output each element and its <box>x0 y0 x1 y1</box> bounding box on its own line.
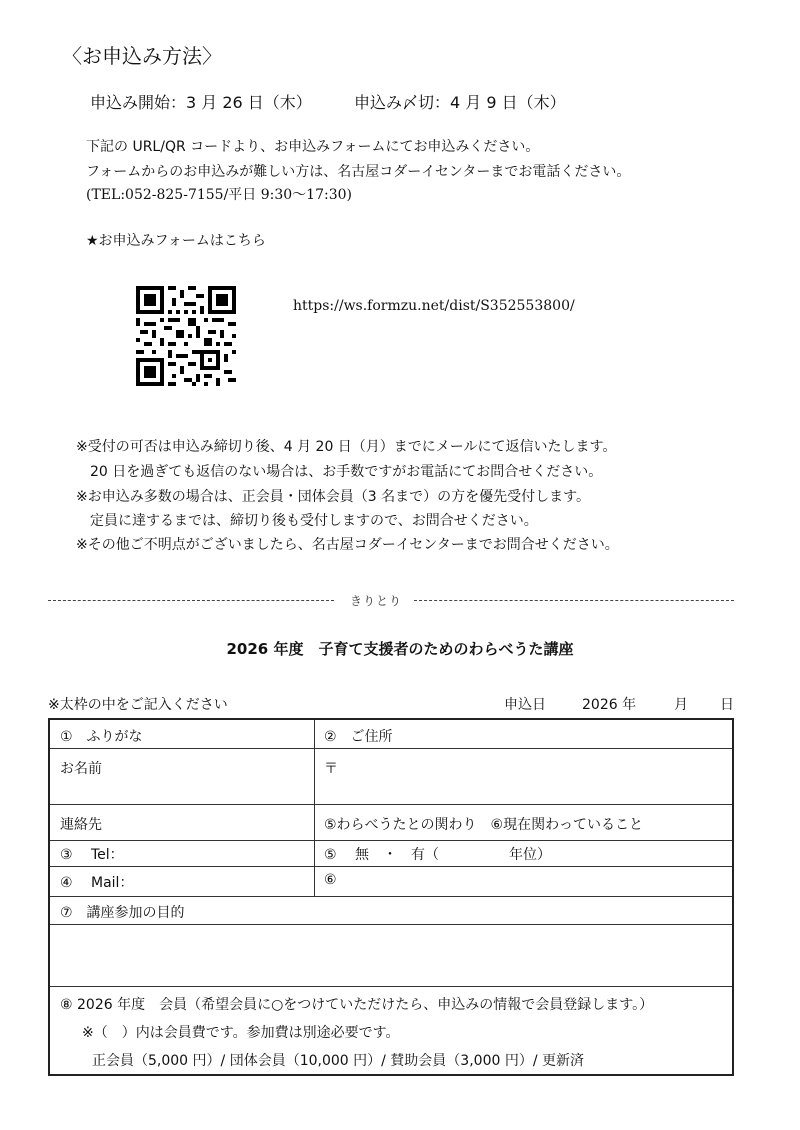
instruction-line-2: フォームからのお申込みが難しい方は、名古屋コダーイセンターまでお電話ください。 <box>86 164 631 180</box>
experience-label: ⑤ 無 ・ 有（ 年位） <box>324 847 552 863</box>
row-divider <box>50 804 732 805</box>
date-day: 日 <box>720 697 734 713</box>
form-instruction: ※太枠の中をご記入ください <box>48 697 228 713</box>
instruction-line-1: 下記の URL/QR コードより、お申込みフォームにてお申込みください。 <box>86 139 540 155</box>
row-divider <box>50 866 732 867</box>
purpose-label: ⑦ 講座参加の目的 <box>60 905 185 921</box>
form-link-label: ★お申込みフォームはこちら <box>86 233 266 249</box>
row-divider <box>50 748 732 749</box>
row-divider <box>50 840 732 841</box>
date-year: 2026 年 <box>582 697 637 713</box>
address-label: ② ご住所 <box>324 729 393 745</box>
row-divider <box>50 924 732 925</box>
row-divider <box>50 896 732 897</box>
note-line-1: ※受付の可否は申込み締切り後、4 月 20 日（月）までにメールにて返信いたします。 <box>76 439 617 455</box>
application-deadline: 申込み〆切：4 月 9 日（木） <box>354 93 566 112</box>
note-line-2: 20 日を過ぎても返信のない場合は、お手数ですがお電話にてお問合せください。 <box>76 464 603 480</box>
qr-code[interactable] <box>136 286 236 386</box>
furigana-label: ① ふりがな <box>60 729 143 745</box>
postal-mark: 〒 <box>324 761 338 777</box>
cut-label: きりとり <box>350 594 403 608</box>
current-involvement-label: ⑥ <box>324 872 337 888</box>
form-url-link[interactable]: https://ws.formzu.net/dist/S352553800/ <box>293 298 575 314</box>
row-divider <box>50 986 732 987</box>
application-form <box>48 718 734 1076</box>
cut-line-left <box>48 600 334 601</box>
cut-line-right <box>414 600 734 601</box>
method-heading: 〈お申込み方法〉 <box>62 44 222 68</box>
fee-note: ※（ ）内は会員費です。参加費は別途必要です。 <box>82 1025 400 1041</box>
mail-label: ④ Mail： <box>60 875 134 891</box>
contact-label: 連絡先 <box>60 817 102 833</box>
member-types: 正会員（5,000 円）/ 団体会員（10,000 円）/ 賛助会員（3,000 円）/ 更新済 <box>92 1053 584 1069</box>
application-start: 申込み開始：3 月 26 日（木） <box>90 93 312 112</box>
note-line-4: 定員に達するまでは、締切り後も受付しますので、お問合せください。 <box>76 513 538 529</box>
form-title: 2026 年度 子育て支援者のためのわらべうた講座 <box>226 640 574 658</box>
relation-header: ⑤わらべうたとの関わり ⑥現在関わっていること <box>324 817 643 833</box>
date-label: 申込日 <box>504 697 546 713</box>
date-month: 月 <box>674 697 688 713</box>
membership-label: ⑧ 2026 年度 会員（希望会員に○をつけていただけたら、申込みの情報で会員登録します。） <box>60 997 654 1013</box>
column-divider <box>314 720 315 896</box>
note-line-5: ※その他ご不明点がございましたら、名古屋コダーイセンターまでお問合せください。 <box>76 537 619 553</box>
name-label: お名前 <box>60 761 102 777</box>
tel-label: ③ Tel： <box>60 847 124 863</box>
instruction-phone: (TEL:052-825-7155/平日 9:30〜17:30) <box>86 187 352 203</box>
note-line-3: ※お申込み多数の場合は、正会員・団体会員（3 名まで）の方を優先受付します。 <box>76 489 590 505</box>
